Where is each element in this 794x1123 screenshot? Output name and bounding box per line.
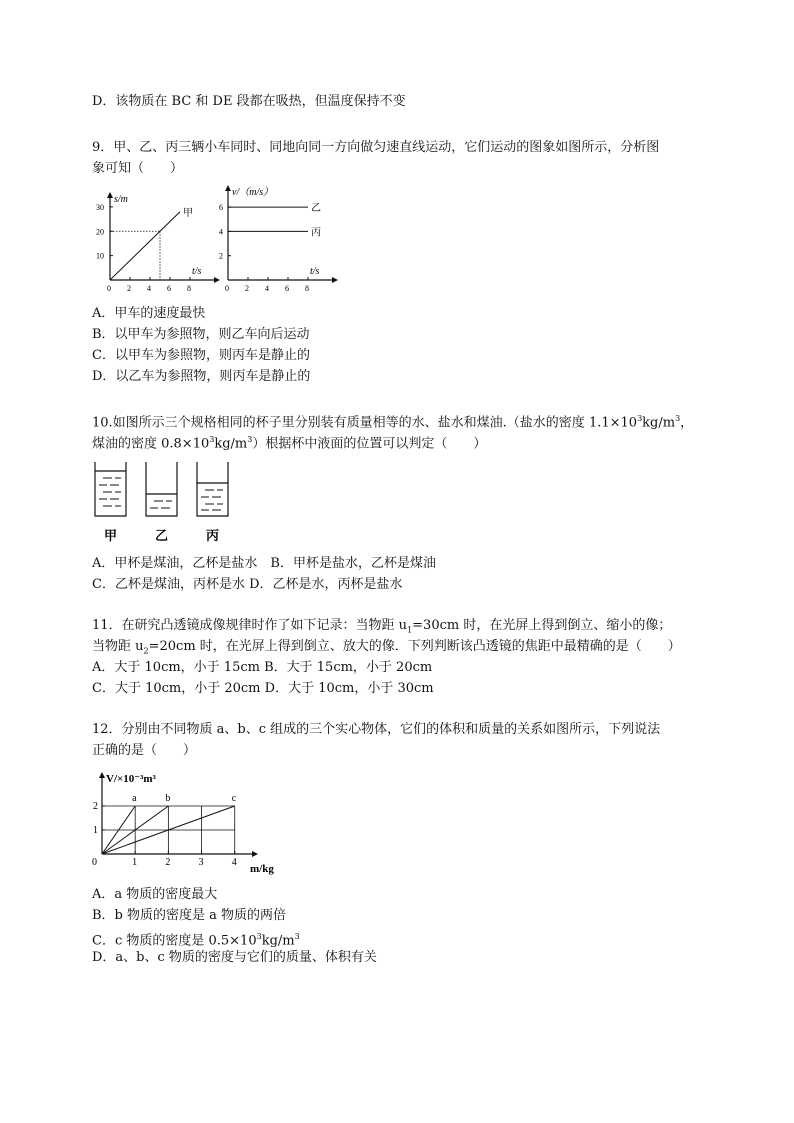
q12-unit: kg/m — [261, 933, 295, 949]
series-label-丙: 丙 — [311, 227, 321, 239]
q11-stem-line1 — [92, 617, 671, 640]
q9-option-a: A．甲车的速度最快 — [92, 306, 206, 321]
x-tick-label: 2 — [127, 284, 131, 293]
x-tick-label: 4 — [231, 857, 237, 868]
cup-bing — [197, 462, 228, 516]
x-tick-label: 6 — [167, 284, 171, 293]
y-tick-label: 20 — [96, 227, 104, 237]
y-axis-label: V/×10⁻³m³ — [106, 773, 156, 785]
q9-distance-time-chart — [90, 190, 220, 300]
q11-options-line2: C．大于 10cm，小于 20cm D．大于 10cm，小于 30cm — [92, 681, 434, 696]
x-tick-label: 6 — [285, 284, 289, 293]
series-line-甲 — [110, 212, 180, 280]
q11-sub: 2 — [143, 646, 149, 656]
q9-option-d: D．以乙车为参照物，则丙车是静止的 — [92, 369, 311, 384]
cup-label-yi: 乙 — [155, 528, 169, 543]
q10-stem-text: ， — [680, 415, 694, 431]
x-tick-label: 2 — [245, 284, 249, 293]
q10-sup: 3 — [247, 435, 253, 444]
q10-stem-line2 — [92, 431, 486, 453]
q12-option-d: D．a、b、c 物质的密度与它们的质量、体积有关 — [92, 950, 377, 965]
q9-stem-line1: 9．甲、乙、丙三辆小车同时、同地向同一方向做匀速直线运动，它们运动的图象如图所示，分析图 — [92, 140, 660, 155]
q11-sub: 1 — [407, 625, 413, 635]
series-label-a: a — [132, 793, 137, 804]
x-axis-arrow — [252, 851, 258, 857]
x-axis-label: t/s — [192, 266, 202, 277]
q12-option-c-text: C．c 物质的密度是 0.5×10 — [92, 933, 257, 949]
y-tick-label: 2 — [93, 801, 98, 812]
series-label-c: c — [231, 793, 237, 804]
q10-sup: 3 — [209, 435, 215, 444]
x-tick-label: 0 — [107, 284, 111, 293]
series-label-乙: 乙 — [311, 203, 321, 215]
q10-stem-text: ）根据杯中液面的位置可以判定（ ） — [252, 436, 487, 452]
y-tick-label: 30 — [96, 202, 104, 212]
q11-stem-text: =30cm 时，在光屏上得到倒立、缩小的像； — [412, 618, 672, 633]
x-axis-label: t/s — [310, 266, 320, 277]
y-axis-label: s/m — [114, 194, 128, 205]
x-tick-label: 0 — [225, 284, 229, 293]
y-axis-label: v/（m/s） — [232, 187, 274, 198]
q10-sup: 3 — [637, 414, 643, 423]
q12-volume-mass-chart — [88, 762, 278, 880]
y-axis-arrow — [225, 185, 231, 191]
x-axis-arrow — [332, 277, 338, 283]
q12-stem-line2: 正确的是（ ） — [92, 743, 197, 758]
q11-options-line1: A．大于 10cm，小于 15cm B．大于 15cm，小于 20cm — [92, 660, 433, 675]
q10-unit: kg/m — [214, 436, 248, 452]
q9-stem-line2: 象可知（ ） — [92, 161, 184, 176]
y-tick-label: 6 — [219, 203, 223, 213]
y-axis-arrow — [99, 772, 105, 778]
x-tick-label: 3 — [198, 857, 204, 868]
q11-stem-text: 当物距 u — [92, 639, 144, 654]
q9-velocity-time-chart — [208, 185, 338, 300]
q12-sup: 3 — [256, 932, 262, 941]
cup-jia — [95, 462, 126, 516]
q10-stem-text: 10.如图所示三个规格相同的杯子里分别装有质量相等的水、盐水和煤油.（盐水的密度 1.1×10 — [92, 415, 638, 431]
y-tick-label: 1 — [93, 825, 98, 836]
q12-stem-line1: 12．分别由不同物质 a、b、c 组成的三个实心物体，它们的体积和质量的关系如图所示，下列说法 — [92, 722, 661, 737]
cup-label-bing: 丙 — [206, 528, 220, 543]
cup-yi — [146, 462, 177, 516]
x-tick-label: 1 — [132, 857, 138, 868]
x-tick-label: 0 — [92, 857, 97, 868]
q11-stem-text: 11．在研究凸透镜成像规律时作了如下记录：当物距 u — [92, 618, 408, 633]
q9-option-c: C．以甲车为参照物，则丙车是静止的 — [92, 348, 310, 363]
x-tick-label: 4 — [147, 284, 151, 293]
q10-cups-diagram — [90, 458, 240, 548]
y-tick-label: 10 — [96, 251, 104, 261]
q12-option-b: B．b 物质的密度是 a 物质的两倍 — [92, 908, 287, 923]
series-label-甲: 甲 — [183, 207, 193, 219]
cup-label-jia: 甲 — [104, 528, 118, 543]
q10-stem-text: 煤油的密度 0.8×10 — [92, 436, 210, 452]
q9-option-b: B．以甲车为参照物，则乙车向后运动 — [92, 327, 310, 342]
q11-stem-line2 — [92, 638, 681, 661]
q12-option-a: A．a 物质的密度最大 — [92, 887, 218, 902]
q10-unit: kg/m — [642, 415, 676, 431]
y-tick-label: 2 — [219, 251, 223, 261]
q8-option-d: D．该物质在 BC 和 DE 段都在吸热，但温度保持不变 — [92, 94, 406, 109]
q10-stem-line1 — [92, 410, 693, 432]
q10-options-line2: C．乙杯是煤油，丙杯是水 D．乙杯是水，丙杯是盐水 — [92, 577, 403, 592]
x-tick-label: 2 — [165, 857, 171, 868]
q12-sup: 3 — [294, 932, 300, 941]
x-tick-label: 4 — [265, 284, 269, 293]
q10-options-line1: A．甲杯是煤油，乙杯是盐水 B．甲杯是盐水，乙杯是煤油 — [92, 556, 436, 571]
q10-sup: 3 — [675, 414, 681, 423]
x-tick-label: 8 — [187, 284, 191, 293]
x-tick-label: 8 — [305, 284, 309, 293]
series-label-b: b — [165, 793, 171, 804]
x-axis-label: m/kg — [250, 863, 274, 875]
q11-stem-text: =20cm 时，在光屏上得到倒立、放大的像．下列判断该凸透镜的焦距中最精确的是（ ） — [148, 639, 681, 654]
y-axis-arrow — [107, 192, 113, 198]
y-tick-label: 4 — [219, 227, 223, 237]
q12-option-c — [92, 928, 300, 950]
